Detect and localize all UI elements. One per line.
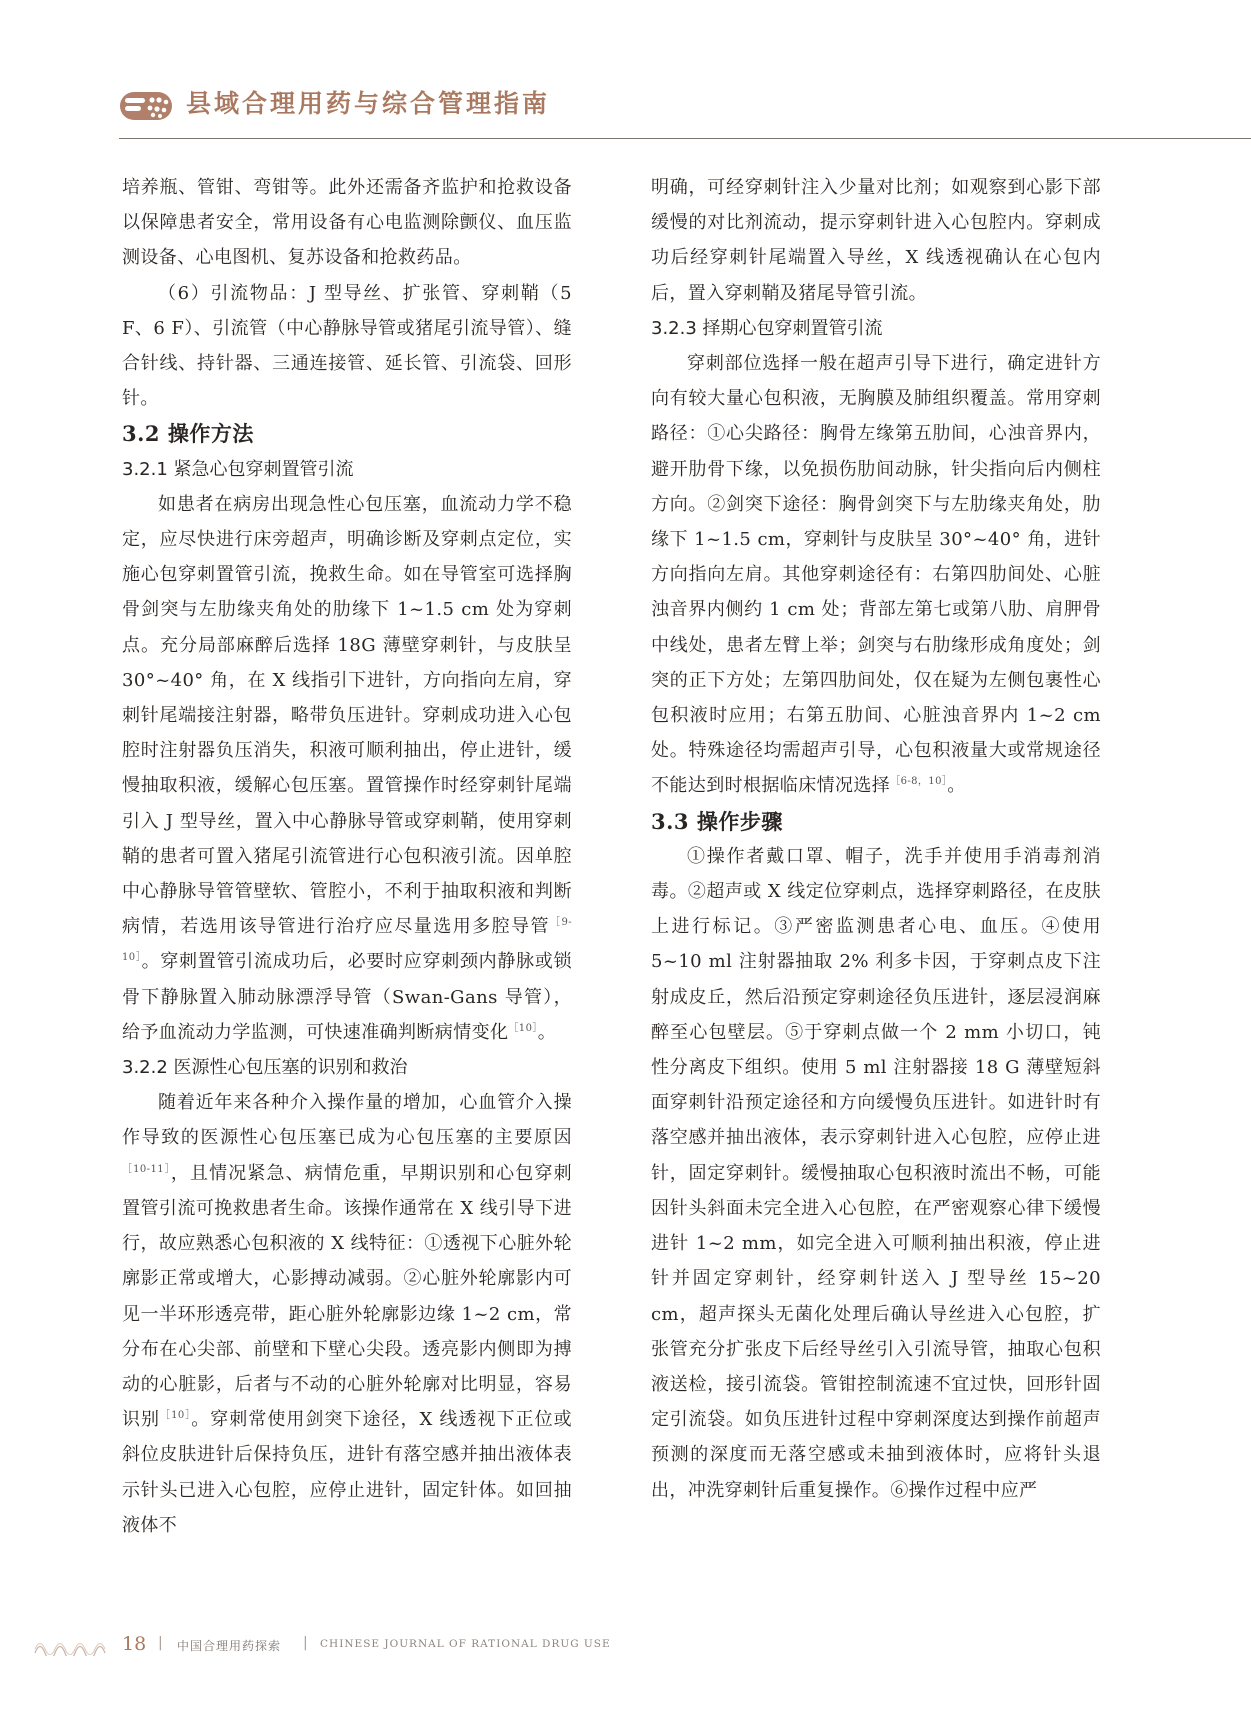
page-number: 18 xyxy=(122,1633,147,1655)
citation: ［10-11］ xyxy=(122,1163,171,1175)
paragraph-text: ，且情况紧急、病情危重，早期识别和心包穿刺置管引流可挽救患者生命。该操作通常在 X 线引导下进行，故应熟悉心包积液的 X 线特征：①透视下心脏外轮廓影正常或增大，心影搏动减弱。②心脏外轮廓影内可见一半环形透亮带，距心脏外轮廓影边缘 1~2 cm，常分布在心尖部、前壁和下壁心尖段。透亮影内侧即为搏动的心脏影，后者与不动的心脏外轮廓对比明显，容易识别 xyxy=(122,1162,572,1431)
paragraph-text: 。穿刺置管引流成功后，必要时应穿刺颈内静脉或锁骨下静脉置入肺动脉漂浮导管（Swan-Gans 导管），给予血流动力学监测，可快速准确判断病情变化 xyxy=(122,951,572,1043)
paragraph-text: 明确，可经穿刺针注入少量对比剂；如观察到心影下部缓慢的对比剂流动，提示穿刺针进入心包腔内。穿刺成功后经穿刺针尾端置入导丝，X 线透视确认在心包内后，置入穿刺鞘及猪尾导管引流。 xyxy=(651,177,1101,304)
subsection-heading: 3.2.3 择期心包穿刺置管引流 xyxy=(651,317,883,339)
body-paragraph xyxy=(651,346,1101,804)
right-text-column xyxy=(651,170,1101,1508)
header-rule xyxy=(119,138,1251,139)
page-footer xyxy=(0,1628,1251,1668)
subsection-heading: 3.2.2 医源性心包压塞的识别和救治 xyxy=(122,1057,408,1079)
page-header xyxy=(0,0,1251,150)
paragraph-text: 如患者在病房出现急性心包压塞，血流动力学不稳定，应尽快进行床旁超声，明确诊断及穿刺点定位，实施心包穿刺置管引流，挽救生命。如在导管室可选择胸骨剑突与左肋缘夹角处的肋缘下 1~1.5 cm 处为穿刺点。充分局部麻醉后选择 18G 薄壁穿刺针，与皮肤呈 30°~40° 角，在 X 线指引下进针，方向指向左肩，穿刺针尾端接注射器，略带负压进针。穿刺成功进入心包腔时注射器负压消失，积液可顺利抽出，停止进针，缓慢抽取积液，缓解心包压塞。置管操作时经穿刺针尾端引入 J 型导丝，置入中心静脉导管或穿刺鞘，使用穿刺鞘的患者可置入猪尾引流管进行心包积液引流。因单腔中心静脉导管管壁软、管腔小，不利于抽取积液和判断病情，若选用该导管进行治疗应尽量选用多腔导管 xyxy=(122,493,572,938)
citation: ［9-10］ xyxy=(122,917,572,964)
citation: ［10］ xyxy=(160,1410,192,1422)
paragraph-text: 随着近年来各种介入操作量的增加，心血管介入操作导致的医源性心包压塞已成为心包压塞的主要原因 xyxy=(122,1092,572,1149)
footer-journal-en: CHINESE JOURNAL OF RATIONAL DRUG USE xyxy=(320,1638,611,1650)
footer-separator: | xyxy=(303,1635,308,1651)
paragraph-text: （6）引流物品：J 型导丝、扩张管、穿刺鞘（5 F、6 F）、引流管（中心静脉导管或猪尾引流导管）、缝合针线、持针器、三通连接管、延长管、引流袋、回形针。 xyxy=(122,282,572,410)
body-paragraph xyxy=(122,276,572,417)
header-title: 县域合理用药与综合管理指南 xyxy=(186,89,551,118)
footer-journal-cn: 中国合理用药探索 xyxy=(177,1639,282,1653)
body-paragraph xyxy=(122,487,572,1050)
left-text-column xyxy=(122,170,572,1543)
subsection-heading: 3.2.1 紧急心包穿刺置管引流 xyxy=(122,458,354,480)
section-heading: 3.2 操作方法 xyxy=(122,421,254,447)
paragraph-text: 。穿刺常使用剑突下途径，X 线透视下正位或斜位皮肤进针后保持负压，进针有落空感并抽出液体表示针头已进入心包腔，应停止进针，固定针体。如回抽液体不 xyxy=(122,1409,572,1536)
journal-logo-icon xyxy=(119,89,173,123)
footer-separator: | xyxy=(158,1635,163,1651)
paragraph-text: ①操作者戴口罩、帽子，洗手并使用手消毒剂消毒。②超声或 X 线定位穿刺点，选择穿刺路径，在皮肤上进行标记。③严密监测患者心电、血压。④使用 5~10 ml 注射器抽取 2% 利多卡因，于穿刺点皮下注射成皮丘，然后沿预定穿刺途径负压进针，逐层浸润麻醉至心包壁层。⑤于穿刺点做一个 2 mm 小切口，钝性分离皮下组织。使用 5 ml 注射器接 18 G 薄壁短斜面穿刺针沿预定途径和方向缓慢负压进针。如进针时有落空感并抽出液体，表示穿刺针进入心包腔，应停止进针，固定穿刺针。缓慢抽取心包积液时流出不畅，可能因针头斜面未完全进入心包腔，在严密观察心律下缓慢进针 1~2 mm，如完全进入可顺利抽出积液，停止进针并固定穿刺针，经穿刺针送入 J 型导丝 15~20 cm，超声探头无菌化处理后确认导丝进入心包腔，扩张管充分扩张皮下后经导丝引入引流导管，抽取心包积液送检，接引流袋。管钳控制流速不宜过快，回形针固定引流袋。如负压进针过程中穿刺深度达到操作前超声预测的深度而无落空感或未抽到液体时，应将针头退出，冲洗穿刺针后重复操作。⑥操作过程中应严 xyxy=(651,845,1101,1501)
body-paragraph xyxy=(122,1085,572,1543)
paragraph-text: 。 xyxy=(947,775,966,797)
citation: ［6-8，10］ xyxy=(890,776,948,788)
section-heading: 3.3 操作步骤 xyxy=(651,808,783,834)
citation: ［10］ xyxy=(508,1022,538,1034)
paragraph-text: 穿刺部位选择一般在超声引导下进行，确定进针方向有较大量心包积液，无胸膜及肺组织覆盖。常用穿刺路径：①心尖路径：胸骨左缘第五肋间，心浊音界内，避开肋骨下缘，以免损伤肋间动脉，针尖指向后内侧柱方向。②剑突下途径：胸骨剑突下与左肋缘夹角处，肋缘下 1~1.5 cm，穿刺针与皮肤呈 30°~40° 角，进针方向指向左肩。其他穿刺途径有：右第四肋间处、心脏浊音界内侧约 1 cm 处；背部左第七或第八肋、肩胛骨中线处，患者左臂上举；剑突与右肋缘形成角度处；剑突的正下方处；左第四肋间处，仅在疑为左侧包裹性心包积液时应用；右第五肋间、心脏浊音界内 1~2 cm 处。特殊途径均需超声引导，心包积液量大或常规途径不能达到时根据临床情况选择 xyxy=(651,353,1101,797)
paragraph-text: 培养瓶、管钳、弯钳等。此外还需备齐监护和抢救设备以保障患者安全，常用设备有心电监测除颤仪、血压监测设备、心电图机、复苏设备和抢救药品。 xyxy=(122,177,572,269)
body-paragraph xyxy=(651,170,1101,311)
wave-decoration-icon xyxy=(33,1638,113,1656)
paragraph-text: 。 xyxy=(537,1021,557,1043)
body-paragraph xyxy=(122,170,572,276)
body-paragraph xyxy=(651,839,1101,1508)
